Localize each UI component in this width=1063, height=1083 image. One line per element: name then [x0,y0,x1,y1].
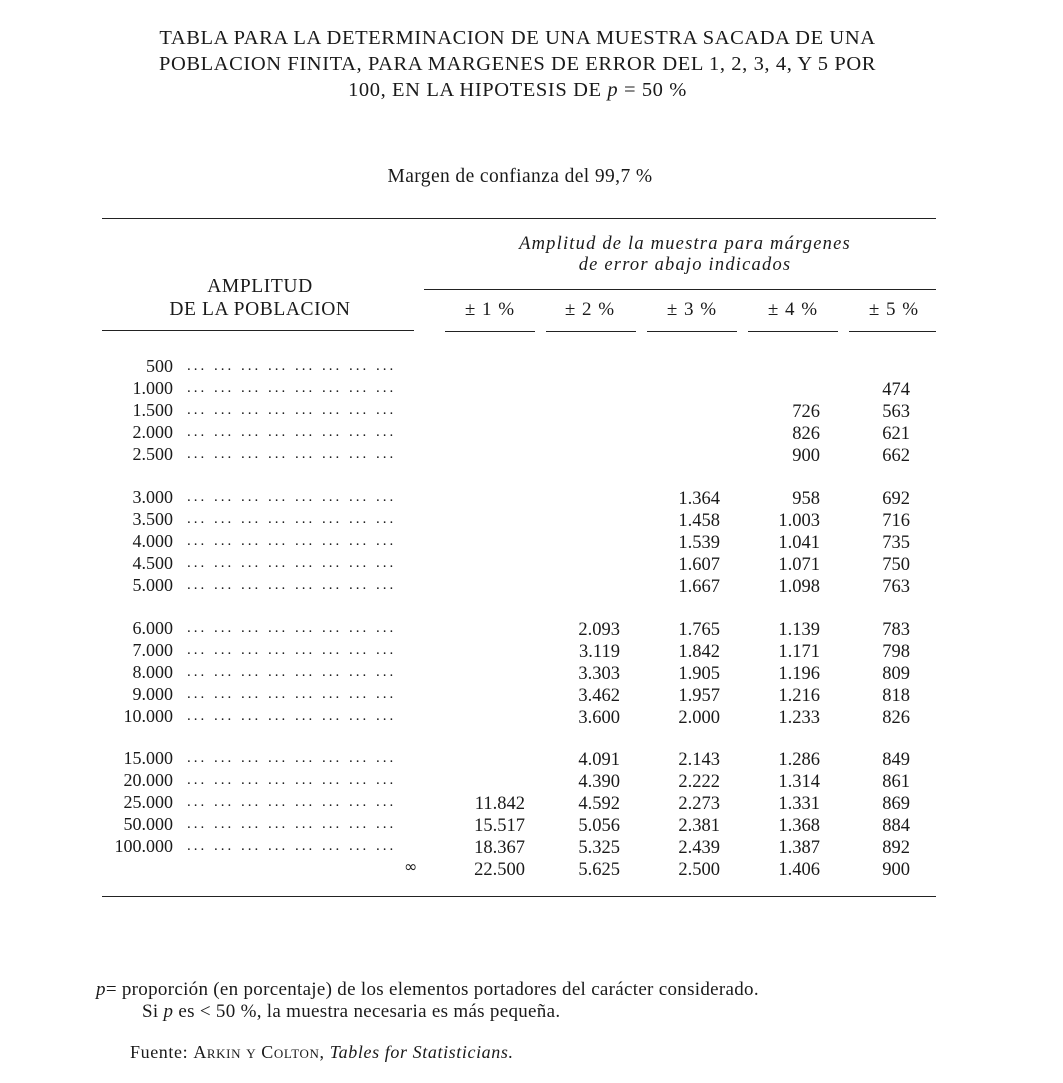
cell-margin-5: 716 [882,511,910,531]
population-value: 2.000 [132,422,173,442]
population-value: 7.000 [132,640,173,660]
population-header-line-1: AMPLITUD [207,276,313,297]
leader-dots: ... ... ... ... ... ... ... ... [187,708,397,724]
leader-dots: ... ... ... ... ... ... ... ... [187,424,397,440]
table-row [0,552,1063,574]
cell-margin-2: 5.625 [578,860,620,880]
population-value: 4.000 [132,531,173,551]
column-header-1: ± 1 % [464,299,516,320]
cell-margin-1: 18.367 [474,838,525,858]
table-row [0,574,1063,596]
leader-dots: ... ... ... ... ... ... ... ... [187,358,397,374]
cell-margin-5: 763 [882,577,910,597]
cell-margin-3: 2.439 [678,838,720,858]
cell-margin-5: 826 [882,708,910,728]
cell-margin-4: 1.314 [778,772,820,792]
cell-margin-4: 726 [792,402,820,422]
cell-margin-3: 1.765 [678,620,720,640]
column-header-3: ± 3 % [666,299,718,320]
footnote [96,979,956,1023]
cell-margin-5: 750 [882,555,910,575]
leader-dots: ... ... ... ... ... ... ... ... [187,511,397,527]
title-line-2: POBLACION FINITA, PARA MARGENES DE ERROR DEL 1, 2, 3, 4, Y 5 POR [158,53,877,75]
table-title [95,25,940,103]
title-variable-p: p [607,79,619,101]
title-line-3 [95,77,940,103]
cell-margin-5: 692 [882,489,910,509]
population-value: 20.000 [123,770,173,790]
cell-margin-5: 884 [882,816,910,836]
stub-header-rule [102,330,414,331]
leader-dots: ... ... ... ... ... ... ... ... [187,555,397,571]
cell-margin-3: 1.667 [678,577,720,597]
cell-margin-4: 1.406 [778,860,820,880]
column-header-5: ± 5 % [868,299,920,320]
leader-dots: ... ... ... ... ... ... ... ... [187,489,397,505]
cell-margin-1: 22.500 [474,860,525,880]
source-label: Fuente: [130,1042,189,1062]
leader-dots: ... ... ... ... ... ... ... ... [187,402,397,418]
leader-dots: ... ... ... ... ... ... ... ... [187,686,397,702]
cell-margin-5: 662 [882,446,910,466]
table-row [0,530,1063,552]
cell-margin-4: 1.286 [778,750,820,770]
cell-margin-3: 2.000 [678,708,720,728]
footnote-line-2 [96,1001,956,1023]
leader-dots: ... ... ... ... ... ... ... ... [187,794,397,810]
table-top-rule [102,218,936,219]
population-infinity: ∞ [404,857,418,876]
population-value: 50.000 [123,814,173,834]
population-value: 500 [146,356,173,376]
cell-margin-3: 2.143 [678,750,720,770]
cell-margin-5: 818 [882,686,910,706]
cell-margin-2: 5.325 [578,838,620,858]
cell-margin-4: 1.387 [778,838,820,858]
title-line-3-prefix: 100, EN LA HIPOTESIS DE [348,79,602,101]
cell-margin-5: 892 [882,838,910,858]
cell-margin-3: 1.539 [678,533,720,553]
cell-margin-5: 900 [882,860,910,880]
column-4-rule [748,331,838,332]
leader-dots: ... ... ... ... ... ... ... ... [187,446,397,462]
cell-margin-2: 3.600 [578,708,620,728]
population-value: 1.000 [132,378,173,398]
table-row [0,857,1063,879]
cell-margin-4: 1.233 [778,708,820,728]
title-line-1: TABLA PARA LA DETERMINACION DE UNA MUESTRA SACADA DE UNA [159,27,876,49]
leader-dots: ... ... ... ... ... ... ... ... [187,664,397,680]
confidence-subtitle: Margen de confianza del 99,7 % [387,166,653,187]
table-row [0,355,1063,377]
table-row [0,508,1063,530]
leader-dots: ... ... ... ... ... ... ... ... [187,838,397,854]
population-value: 8.000 [132,662,173,682]
table-row [0,705,1063,727]
title-line-3-suffix: = 50 % [623,79,687,101]
table-row [0,421,1063,443]
cell-margin-1: 11.842 [474,794,525,814]
leader-dots: ... ... ... ... ... ... ... ... [187,620,397,636]
cell-margin-4: 1.003 [778,511,820,531]
column-3-rule [647,331,737,332]
cell-margin-4: 1.041 [778,533,820,553]
group-header-rule [424,289,936,290]
column-1-rule [445,331,535,332]
sample-size-group-header [430,234,940,276]
cell-margin-5: 809 [882,664,910,684]
population-value: 100.000 [114,836,173,856]
cell-margin-4: 1.139 [778,620,820,640]
source-authors: Arkin y Colton, [193,1042,325,1062]
cell-margin-2: 4.390 [578,772,620,792]
leader-dots: ... ... ... ... ... ... ... ... [187,642,397,658]
table-row [0,791,1063,813]
source-work: Tables for Statisticians. [329,1042,514,1062]
cell-margin-2: 3.462 [578,686,620,706]
cell-margin-4: 1.331 [778,794,820,814]
population-value: 10.000 [123,706,173,726]
table-row [0,377,1063,399]
cell-margin-2: 3.303 [578,664,620,684]
cell-margin-5: 861 [882,772,910,792]
population-value: 3.500 [132,509,173,529]
cell-margin-1: 15.517 [474,816,525,836]
cell-margin-2: 2.093 [578,620,620,640]
cell-margin-3: 1.957 [678,686,720,706]
table-row [0,617,1063,639]
population-value: 2.500 [132,444,173,464]
cell-margin-4: 1.071 [778,555,820,575]
cell-margin-5: 869 [882,794,910,814]
cell-margin-2: 4.091 [578,750,620,770]
cell-margin-3: 2.222 [678,772,720,792]
cell-margin-3: 1.905 [678,664,720,684]
population-value: 15.000 [123,748,173,768]
column-2-rule [546,331,636,332]
cell-margin-5: 783 [882,620,910,640]
table-bottom-rule [102,896,936,897]
cell-margin-5: 474 [882,380,910,400]
cell-margin-4: 900 [792,446,820,466]
cell-margin-4: 1.368 [778,816,820,836]
footnote-line-2-variable-p: p [163,1001,174,1022]
leader-dots: ... ... ... ... ... ... ... ... [187,772,397,788]
leader-dots: ... ... ... ... ... ... ... ... [187,380,397,396]
column-5-rule [849,331,936,332]
cell-margin-5: 798 [882,642,910,662]
cell-margin-5: 849 [882,750,910,770]
table-row [0,443,1063,465]
table-row [0,661,1063,683]
column-header-4: ± 4 % [767,299,819,320]
cell-margin-3: 1.364 [678,489,720,509]
table-row [0,486,1063,508]
cell-margin-5: 563 [882,402,910,422]
footnote-variable-p: p [96,979,106,1000]
column-header-2: ± 2 % [564,299,616,320]
population-value: 9.000 [132,684,173,704]
cell-margin-4: 826 [792,424,820,444]
cell-margin-2: 3.119 [579,642,620,662]
population-value: 6.000 [132,618,173,638]
table-row [0,835,1063,857]
cell-margin-3: 2.500 [678,860,720,880]
footnote-line-2-text: es < 50 %, la muestra necesaria es más pequeña. [178,1001,561,1022]
table-row [0,769,1063,791]
cell-margin-3: 1.458 [678,511,720,531]
leader-dots: ... ... ... ... ... ... ... ... [187,533,397,549]
cell-margin-3: 2.381 [678,816,720,836]
population-value: 4.500 [132,553,173,573]
table-row [0,813,1063,835]
population-value: 1.500 [132,400,173,420]
leader-dots: ... ... ... ... ... ... ... ... [187,816,397,832]
cell-margin-4: 958 [792,489,820,509]
cell-margin-4: 1.196 [778,664,820,684]
table-row [0,639,1063,661]
footnote-line-1 [96,979,956,1001]
population-header-line-2: DE LA POBLACION [169,299,351,320]
cell-margin-2: 5.056 [578,816,620,836]
cell-margin-3: 2.273 [678,794,720,814]
population-value: 5.000 [132,575,173,595]
cell-margin-3: 1.607 [678,555,720,575]
cell-margin-3: 1.842 [678,642,720,662]
table-row [0,747,1063,769]
cell-margin-4: 1.216 [778,686,820,706]
cell-margin-5: 735 [882,533,910,553]
cell-margin-4: 1.098 [778,577,820,597]
group-header-line-1: Amplitud de la muestra para márgenes [519,234,851,254]
cell-margin-2: 4.592 [578,794,620,814]
cell-margin-4: 1.171 [778,642,820,662]
leader-dots: ... ... ... ... ... ... ... ... [187,750,397,766]
table-row [0,683,1063,705]
population-value: 3.000 [132,487,173,507]
population-value: 25.000 [123,792,173,812]
footnote-line-2-prefix: Si [142,1001,159,1022]
footnote-line-1-text: = proporción (en porcentaje) de los elementos portadores del carácter considerado. [105,979,759,1000]
population-header [110,275,410,321]
cell-margin-5: 621 [882,424,910,444]
source-citation [130,1042,514,1063]
table-row [0,399,1063,421]
group-header-line-2: de error abajo indicados [578,255,792,275]
leader-dots: ... ... ... ... ... ... ... ... [187,577,397,593]
